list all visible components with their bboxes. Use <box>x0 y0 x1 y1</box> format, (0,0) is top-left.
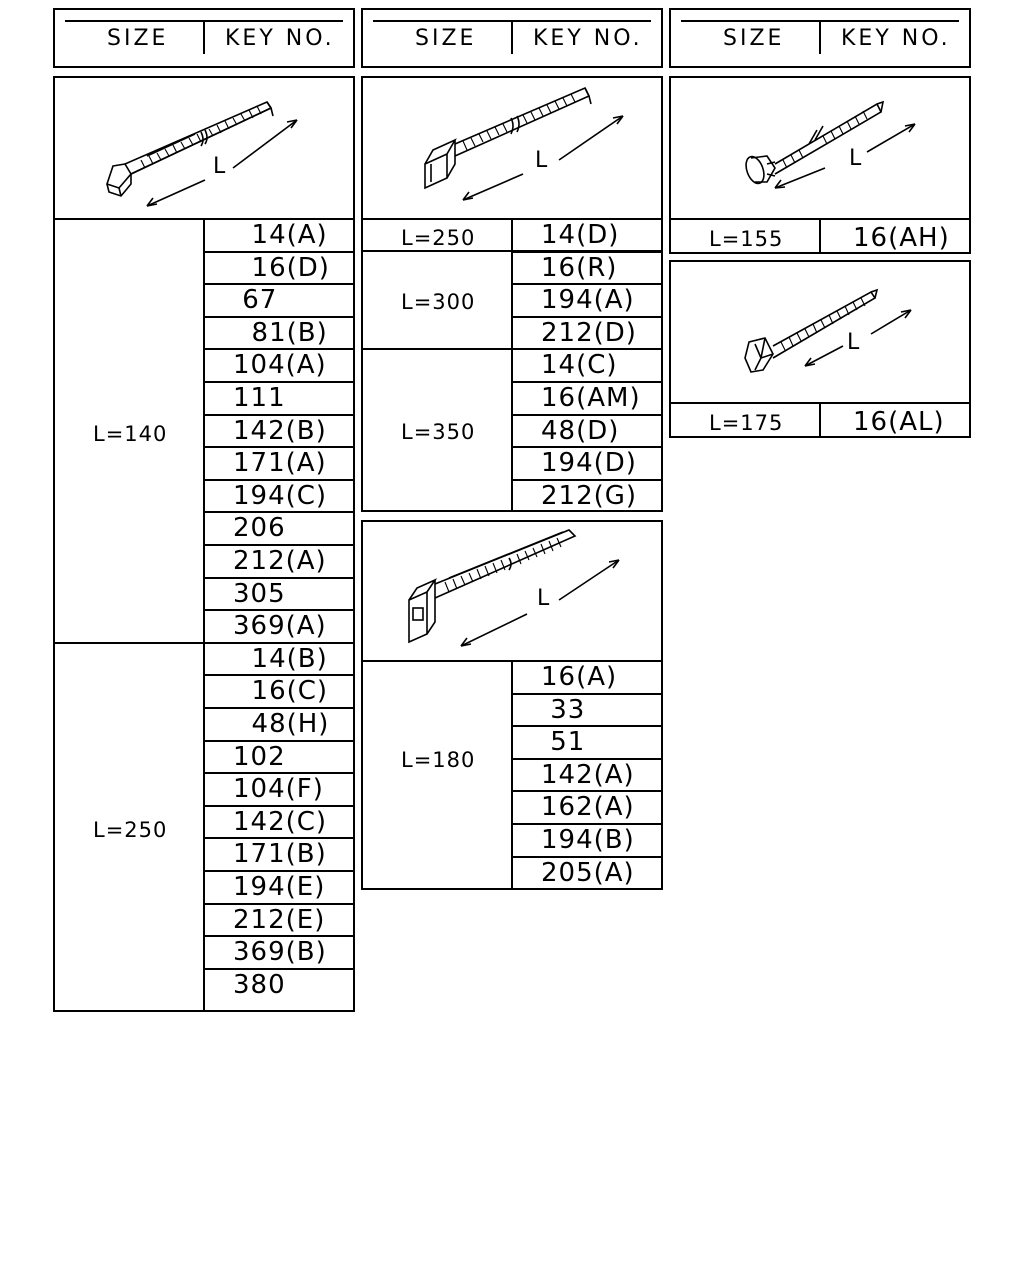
key-cell: 212(A) <box>233 546 327 576</box>
key-cell: 206 <box>233 513 286 544</box>
key-cell: 51 <box>541 727 586 758</box>
key-cell: 16(AH) <box>853 223 950 253</box>
key-cell: 369(B) <box>233 937 327 968</box>
key-cell: 16(AL) <box>853 407 945 437</box>
cable-tie-illustration <box>55 78 355 218</box>
size-cell: L=250 <box>401 226 476 250</box>
key-cell: 48(D) <box>541 415 620 446</box>
key-cell: 194(E) <box>233 872 326 902</box>
header-box-3 <box>669 8 971 68</box>
size-cell: L=250 <box>93 818 168 842</box>
key-cell: 16(AM) <box>541 383 641 413</box>
key-cell: 16(A) <box>541 662 618 692</box>
key-cell: 16(R) <box>541 252 618 283</box>
key-cell: 104(F) <box>233 774 324 805</box>
key-cell: 194(C) <box>233 480 328 511</box>
key-cell: 14(C) <box>541 350 618 381</box>
size-cell: L=180 <box>401 748 476 772</box>
size-header: SIZE <box>415 26 477 51</box>
column-3-table-1 <box>669 76 971 254</box>
key-cell: 16(D) <box>233 252 330 283</box>
size-header: SIZE <box>723 26 785 51</box>
cable-tie-illustration <box>363 522 663 662</box>
key-cell: 111 <box>233 383 286 413</box>
key-cell: 142(C) <box>233 806 328 837</box>
key-cell: 67 <box>233 285 278 316</box>
size-cell: L=155 <box>709 227 784 251</box>
key-cell: 212(G) <box>541 480 638 511</box>
key-cell: 142(B) <box>233 415 327 446</box>
header-box-2 <box>361 8 663 68</box>
size-header: SIZE <box>107 26 169 51</box>
push-mount-tie-illustration <box>671 262 971 402</box>
key-cell: 212(D) <box>541 317 637 348</box>
key-cell: 194(D) <box>541 448 637 479</box>
column-3-table-2 <box>669 260 971 438</box>
key-cell: 142(A) <box>541 759 635 790</box>
dimension-label-l: L <box>849 146 863 171</box>
key-no-header: KEY NO. <box>533 26 643 51</box>
key-cell: 205(A) <box>541 857 635 888</box>
dimension-label-l: L <box>535 148 549 173</box>
key-cell: 104(A) <box>233 350 327 381</box>
key-cell: 81(B) <box>233 317 328 348</box>
column-2-table-bottom <box>361 520 663 890</box>
key-no-header: KEY NO. <box>225 26 335 51</box>
key-cell: 212(E) <box>233 904 326 935</box>
key-cell: 380 <box>233 969 286 1000</box>
key-cell: 14(B) <box>233 643 328 674</box>
size-cell: L=175 <box>709 411 784 435</box>
key-cell: 102 <box>233 741 286 772</box>
header-box-1 <box>53 8 355 68</box>
key-cell: 33 <box>541 694 586 725</box>
dimension-label-l: L <box>847 330 861 355</box>
key-cell: 305 <box>233 578 286 609</box>
column-2-table-top <box>361 76 663 512</box>
column-1-table <box>53 76 355 1012</box>
key-cell: 14(A) <box>233 220 328 250</box>
key-cell: 171(B) <box>233 839 327 870</box>
key-cell: 48(H) <box>233 709 330 739</box>
key-cell: 194(B) <box>541 825 635 855</box>
key-cell: 171(A) <box>233 448 327 479</box>
key-cell: 194(A) <box>541 285 635 316</box>
key-no-header: KEY NO. <box>841 26 951 51</box>
size-cell: L=140 <box>93 422 168 446</box>
cable-tie-illustration <box>363 78 663 218</box>
dimension-label-l: L <box>213 154 227 179</box>
key-cell: 369(A) <box>233 611 327 642</box>
key-cell: 16(C) <box>233 676 329 707</box>
push-mount-tie-illustration <box>671 78 971 218</box>
size-cell: L=350 <box>401 420 476 444</box>
size-cell: L=300 <box>401 290 476 314</box>
key-cell: 14(D) <box>541 220 620 250</box>
key-cell: 162(A) <box>541 792 635 823</box>
dimension-label-l: L <box>537 586 551 611</box>
